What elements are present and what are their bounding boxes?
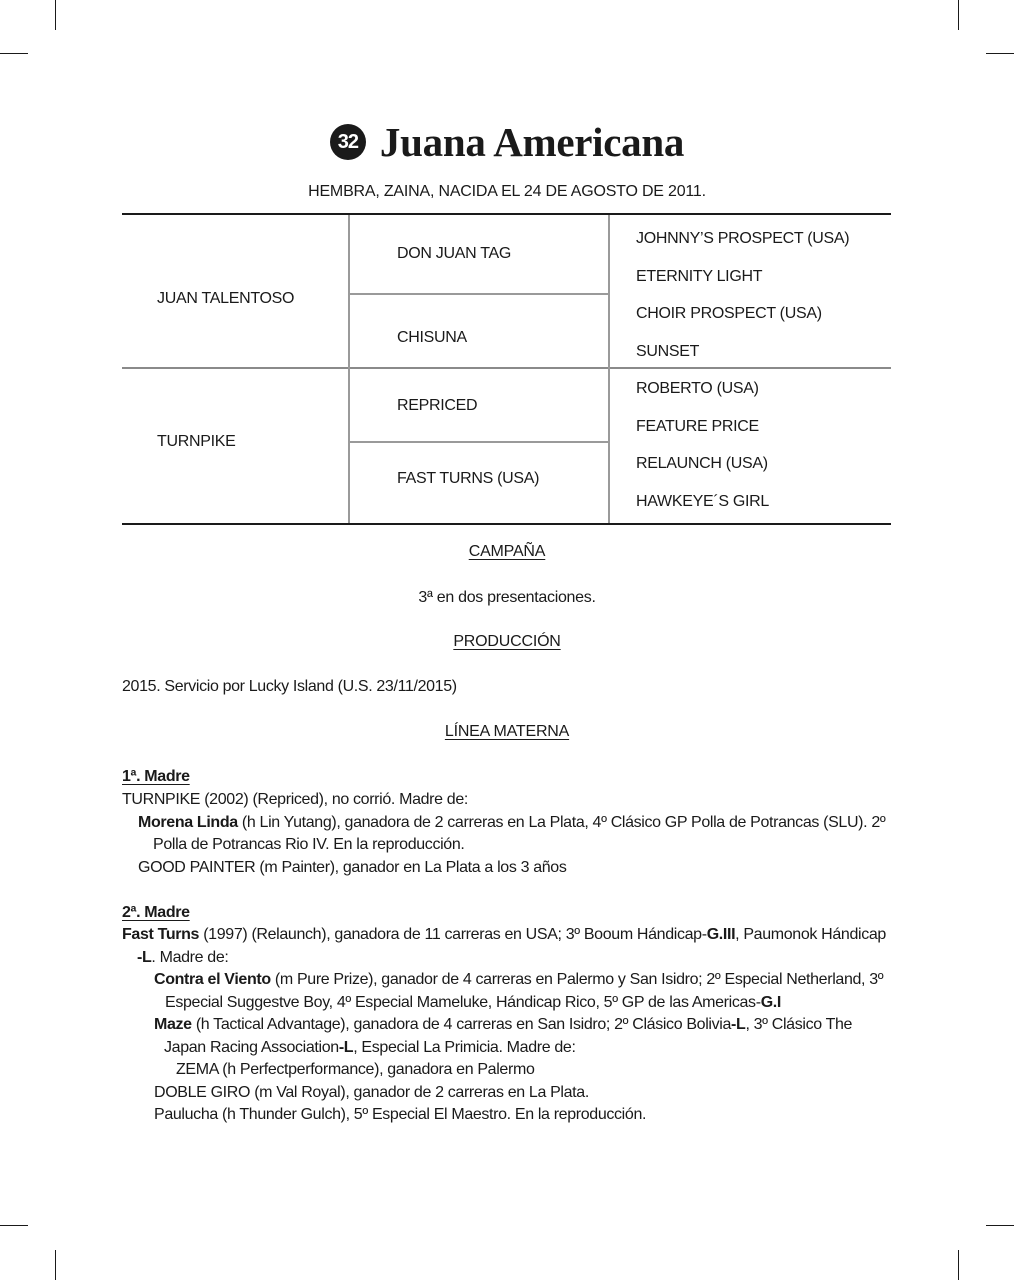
crop-mark xyxy=(986,1225,1014,1226)
pedigree-dam-dam: FAST TURNS (USA) xyxy=(397,470,540,487)
offspring-name: Paulucha xyxy=(154,1106,218,1123)
offspring-name: Contra el Viento xyxy=(154,971,271,988)
production-text: 2015. Servicio por Lucky Island (U.S. 23/11/2015) xyxy=(122,678,457,695)
pedigree-ggp: SUNSET xyxy=(636,343,700,360)
grade-label: -L xyxy=(731,1016,746,1033)
pedigree-divider xyxy=(122,367,891,369)
pedigree-divider xyxy=(348,215,350,523)
offspring-entry: Morena Linda (h Lin Yutang), ganadora de 2 carreras en La Plata, 4º Clásico GP Polla de Potrancas (SLU). 2º xyxy=(138,814,886,831)
crop-mark xyxy=(0,53,28,54)
pedigree-ggp: ROBERTO (USA) xyxy=(636,380,759,397)
offspring-entry-continued: Japan Racing Association-L, Especial La Primicia. Madre de: xyxy=(164,1039,576,1056)
offspring-entry: DOBLE GIRO (m Val Royal), ganador de 2 carreras en La Plata. xyxy=(154,1084,589,1101)
offspring-name: GOOD PAINTER xyxy=(138,859,256,876)
pedigree-ggp: JOHNNY’S PROSPECT (USA) xyxy=(636,230,850,247)
pedigree-ggp: FEATURE PRICE xyxy=(636,418,759,435)
pedigree-ggp: ETERNITY LIGHT xyxy=(636,268,763,285)
crop-mark xyxy=(958,0,959,30)
horse-name: Juana Americana xyxy=(379,119,685,165)
pedigree-divider xyxy=(350,293,608,295)
crop-mark xyxy=(958,1250,959,1280)
pedigree-sire-dam: CHISUNA xyxy=(397,329,467,346)
grade-label: -L xyxy=(338,1039,354,1056)
offspring-entry: Contra el Viento (m Pure Prize), ganador de 4 carreras en Palermo y San Isidro; 2º Especial Netherland, 3º xyxy=(154,971,884,988)
grade-label: G.I xyxy=(760,994,781,1011)
offspring-name: Morena Linda xyxy=(138,814,238,831)
first-dam-heading: 1ª. Madre xyxy=(122,768,190,785)
grade-label: -L xyxy=(137,949,152,966)
pedigree-divider xyxy=(350,441,608,443)
crop-mark xyxy=(55,1250,56,1280)
second-dam-intro-continued: -L. Madre de: xyxy=(137,949,229,966)
production-heading: PRODUCCIÓN xyxy=(453,633,561,650)
pedigree-divider xyxy=(608,215,610,523)
offspring-entry: Paulucha (h Thunder Gulch), 5º Especial El Maestro. En la reproducción. xyxy=(154,1106,647,1123)
pedigree-ggp: RELAUNCH (USA) xyxy=(636,455,768,472)
crop-mark xyxy=(986,53,1014,54)
pedigree-sire-sire: DON JUAN TAG xyxy=(397,245,512,262)
pedigree-sire: JUAN TALENTOSO xyxy=(157,290,295,307)
pedigree-dam-sire: REPRICED xyxy=(397,397,478,414)
first-dam-intro: TURNPIKE (2002) (Repriced), no corrió. Madre de: xyxy=(122,791,468,808)
pedigree-ggp: HAWKEYE´S GIRL xyxy=(636,493,770,510)
pedigree-ggp: CHOIR PROSPECT (USA) xyxy=(636,305,822,322)
campaign-heading: CAMPAÑA xyxy=(468,543,546,560)
lot-number-badge: 32 xyxy=(330,124,366,160)
second-dam-intro: Fast Turns (1997) (Relaunch), ganadora de 11 carreras en USA; 3º Booum Hándicap-G.III, Paumonok Hándicap xyxy=(122,926,886,943)
offspring-entry: Maze (h Tactical Advantage), ganadora de 4 carreras en San Isidro; 2º Clásico Bolivia-L, 3º Clásico The xyxy=(154,1016,853,1033)
maternal-line-heading: LÍNEA MATERNA xyxy=(444,723,570,740)
campaign-text: 3ª en dos presentaciones. xyxy=(418,589,596,606)
pedigree-table xyxy=(122,213,891,525)
offspring-entry-continued: Polla de Potrancas Rio IV. En la reproducción. xyxy=(153,836,465,853)
second-dam-name: Fast Turns xyxy=(122,926,200,943)
horse-description: HEMBRA, ZAINA, NACIDA EL 24 DE AGOSTO DE 2011. xyxy=(308,183,706,200)
pedigree-dam: TURNPIKE xyxy=(157,433,236,450)
crop-mark xyxy=(55,0,56,30)
offspring-entry-continued: Especial Suggestve Boy, 4º Especial Mameluke, Hándicap Rico, 5º GP de las Americas-G.I xyxy=(165,994,781,1011)
grade-label: G.III xyxy=(706,926,736,943)
offspring-name: DOBLE GIRO xyxy=(154,1084,251,1101)
title-block xyxy=(0,118,1014,166)
grand-offspring-entry: ZEMA (h Perfectperformance), ganadora en Palermo xyxy=(176,1061,535,1078)
second-dam-heading: 2ª. Madre xyxy=(122,904,190,921)
offspring-entry: GOOD PAINTER (m Painter), ganador en La Plata a los 3 años xyxy=(138,859,567,876)
offspring-name: Maze xyxy=(154,1016,192,1033)
crop-mark xyxy=(0,1225,28,1226)
